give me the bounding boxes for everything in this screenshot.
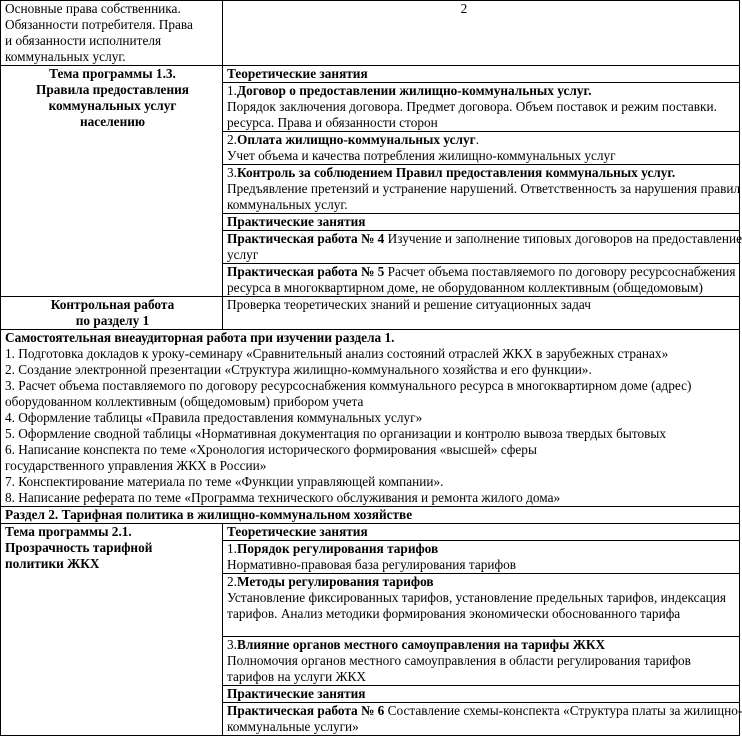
text-line: оборудованном коллективным (общедомовым) прибором учета: [5, 394, 364, 409]
topic-continuation-cell: [1, 1, 223, 66]
text-line: 7. Конспектирование материала по теме «Функции управляющей компании».: [5, 474, 444, 489]
text-line: 2. Создание электронной презентации «Структура жилищно-коммунального хозяйства и его функции».: [5, 362, 592, 377]
practical-work-5: [223, 264, 740, 297]
topic-title-line: населению: [79, 114, 146, 129]
topic-title-line: Прозрачность тарифной: [5, 540, 153, 555]
text-line: услуг: [227, 247, 259, 262]
text-line: 6. Написание конспекта по теме «Хронология исторического формирования «высшей» сферы: [5, 442, 537, 457]
text-line: 4. Оформление таблицы «Правила предоставления коммунальных услуг»: [5, 410, 423, 425]
theory-item-2: [223, 132, 740, 165]
topic-title-line: Правила предоставления: [36, 82, 189, 97]
independent-work-title: Самостоятельная внеаудиторная работа при изучении раздела 1.: [5, 330, 395, 345]
text-line: коммунальные услуги»: [227, 719, 359, 734]
text-line: 8. Написание реферата по теме «Программа технического обслуживания и ремонта жилого дома»: [5, 490, 561, 505]
text-line: государственного управления ЖКХ в России»: [5, 458, 267, 473]
text-line: коммунальных услуг.: [5, 49, 126, 64]
hours-value: 2: [460, 1, 468, 16]
item-suffix: .: [475, 132, 480, 147]
topic-title-line: политики ЖКХ: [5, 556, 100, 571]
item-number: 1.: [227, 541, 237, 556]
practical-work-text: Изучение и заполнение типовых договоров на предоставление: [384, 231, 742, 246]
theory-item-1: [223, 541, 740, 574]
item-title: Договор о предоставлении жилищно-коммунальных услуг.: [236, 83, 592, 98]
item-number: 1.: [227, 83, 237, 98]
practical-work-text: Составление схемы-конспекта «Структура платы за жилищно-: [384, 703, 742, 718]
theory-item-2: [223, 574, 740, 637]
text-line: и обязанности исполнителя: [5, 33, 162, 48]
text-line: по разделу 1: [75, 313, 150, 328]
table-row: [1, 524, 740, 541]
topic-title-line: Тема программы 2.1.: [5, 524, 132, 539]
theory-header: Теоретические занятия: [223, 524, 740, 541]
theory-item-3: [223, 637, 740, 686]
control-work-cell: [1, 297, 223, 330]
table-row: [1, 1, 740, 66]
section-2-title: Раздел 2. Тарифная политика в жилищно-коммунальном хозяйстве: [1, 507, 740, 524]
text-line: Полномочия органов местного самоуправления в области регулирования тарифов: [227, 653, 691, 668]
topic-1-3-title-cell: [1, 66, 223, 297]
text-line: Контрольная работа: [50, 297, 175, 312]
text-line: 3. Расчет объема поставляемого по договору ресурсоснабжения коммунального ресурса в многоквартирном доме (адрес): [5, 378, 692, 393]
text-line: Установление фиксированных тарифов, установление предельных тарифов, индексация: [227, 590, 726, 605]
item-title: Порядок регулирования тарифов: [236, 541, 439, 556]
text-line: Предъявление претензий и устранение нарушений. Ответственность за нарушения правил: [227, 181, 741, 196]
independent-work-cell: [1, 330, 740, 507]
practical-work-6: [223, 703, 740, 736]
practical-work-label: Практическая работа № 4: [227, 231, 385, 246]
practical-work-text: Расчет объема поставляемого по договору ресурсоснабжения: [384, 264, 736, 279]
control-work-description: Проверка теоретических знаний и решение ситуационных задач: [223, 297, 740, 330]
practical-work-4: [223, 231, 740, 264]
topic-2-1-title-cell: [1, 524, 223, 736]
text-line: Учет объема и качества потребления жилищно-коммунальных услуг: [227, 148, 616, 163]
text-line: тарифов. Анализ методики формирования экономически обоснованного тарифа: [227, 606, 681, 621]
item-number: 3.: [227, 637, 237, 652]
text-line: Обязанности потребителя. Права: [5, 17, 193, 32]
theory-header: Теоретические занятия: [223, 66, 740, 83]
text-line: тарифов на услуги ЖКХ: [227, 669, 366, 684]
table-row: [1, 507, 740, 524]
practice-header: Практические занятия: [223, 686, 740, 703]
text-line: коммунальных услуг.: [227, 197, 348, 212]
table-row: [1, 297, 740, 330]
item-number: 2.: [227, 132, 237, 147]
text-line: 5. Оформление сводной таблицы «Нормативная документация по организации и контролю вывоза твердых бытовых: [5, 426, 667, 441]
item-title: Контроль за соблюдением Правил предоставления коммунальных услуг.: [236, 165, 676, 180]
item-title: Оплата жилищно-коммунальных услуг: [236, 132, 476, 147]
text-line: Основные права собственника.: [5, 1, 181, 16]
topic-title-line: коммунальных услуг: [48, 98, 177, 113]
item-title: Влияние органов местного самоуправления на тарифы ЖКХ: [236, 637, 606, 652]
text-line: Порядок заключения договора. Предмет договора. Объем поставок и режим поставки.: [227, 99, 717, 114]
text-line: Нормативно-правовая база регулирования тарифов: [227, 557, 517, 572]
practical-work-label: Практическая работа № 6: [227, 703, 385, 718]
item-title: Методы регулирования тарифов: [236, 574, 434, 589]
text-line: ресурса. Права и обязанности сторон: [227, 115, 438, 130]
topic-title-line: Тема программы 1.3.: [49, 66, 176, 81]
item-number: 2.: [227, 574, 237, 589]
text-line: ресурса в многоквартирном доме, не оборудованном коллективным (общедомовым): [227, 280, 703, 295]
table-row: [1, 330, 740, 507]
text-line: 1. Подготовка докладов к уроку-семинару «Сравнительный анализ состояний отраслей ЖКХ в зарубежных странах»: [5, 346, 669, 361]
table-row: [1, 66, 740, 83]
practice-header: Практические занятия: [223, 214, 740, 231]
hours-cell: [223, 1, 740, 66]
item-number: 3.: [227, 165, 237, 180]
practical-work-label: Практическая работа № 5: [227, 264, 385, 279]
theory-item-3: [223, 165, 740, 214]
theory-item-1: [223, 83, 740, 132]
